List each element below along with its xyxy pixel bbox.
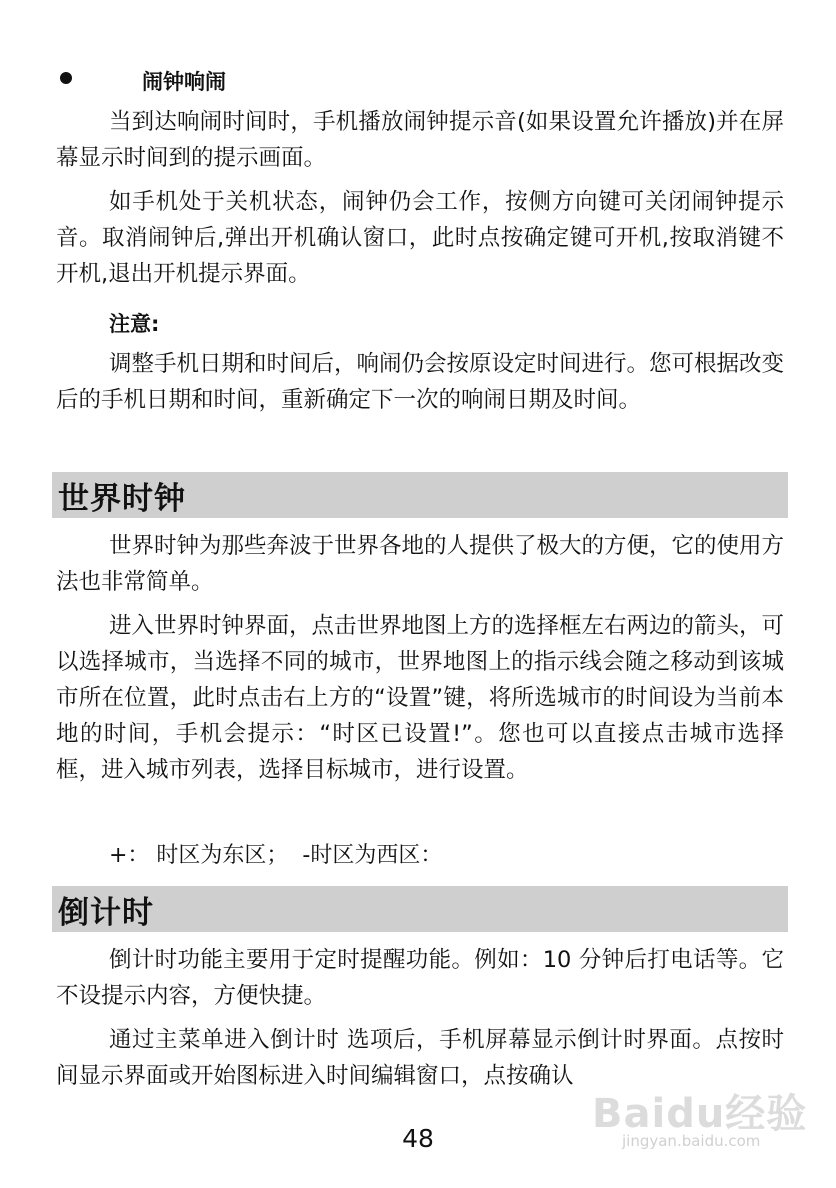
section-heading-countdown [52, 886, 788, 932]
countdown-paragraph-1: 倒计时功能主要用于定时提醒功能。例如：10 分钟后打电话等。它不设提示内容，方便快捷。 [56, 947, 784, 1009]
alarm-paragraph-1: 当到达响闹时间时，手机播放闹钟提示音(如果设置允许播放)并在屏幕显示时间到的提示画面。 [56, 109, 784, 171]
bullet-icon [60, 72, 72, 84]
bullet-heading [60, 62, 226, 94]
page-number: 48 [402, 1124, 434, 1153]
timezone-note: +： 时区为东区； -时区为西区： [109, 843, 443, 868]
note-paragraph: 调整手机日期和时间后，响闹仍会按原设定时间进行。您可根据改变后的手机日期和时间，重新确定下一次的响闹日期及时间。 [56, 351, 785, 413]
watermark-logo: Baidu经验 [592, 1091, 808, 1137]
world-clock-paragraph-2: 进入世界时钟界面，点击世界地图上方的选择框左右两边的箭头，可以选择城市，当选择不同的城市，世界地图上的指示线会随之移动到该城市所在位置，此时点击右上方的“设置”键，将所选城市的时间设为当前本地的时间，手机会提示：“时区已设置!”。您也可以直接点击城市选择框，进入城市列表，选择目标城市，进行设置。 [56, 613, 785, 783]
world-clock-heading-text: 世界时钟 [58, 480, 186, 517]
note-title: 注意: [109, 312, 160, 336]
world-clock-paragraph-1: 世界时钟为那些奔波于世界各地的人提供了极大的方便，它的使用方法也非常简单。 [56, 533, 785, 595]
section-heading-world-clock [52, 472, 788, 518]
countdown-paragraph-2: 通过主菜单进入倒计时 选项后，手机屏幕显示倒计时界面。点按时间显示界面或开始图标进入时间编辑窗口，点按确认 [56, 1027, 784, 1089]
watermark-url: jingyan.baidu.com [622, 1132, 761, 1150]
alarm-ring-title: 闹钟响闹 [142, 70, 226, 94]
alarm-paragraph-2: 如手机处于关机状态，闹钟仍会工作，按侧方向键可关闭闹钟提示音。取消闹钟后,弹出开机确认窗口，此时点按确定键可开机,按取消键不开机,退出开机提示界面。 [56, 189, 784, 287]
countdown-heading-text: 倒计时 [58, 894, 154, 931]
